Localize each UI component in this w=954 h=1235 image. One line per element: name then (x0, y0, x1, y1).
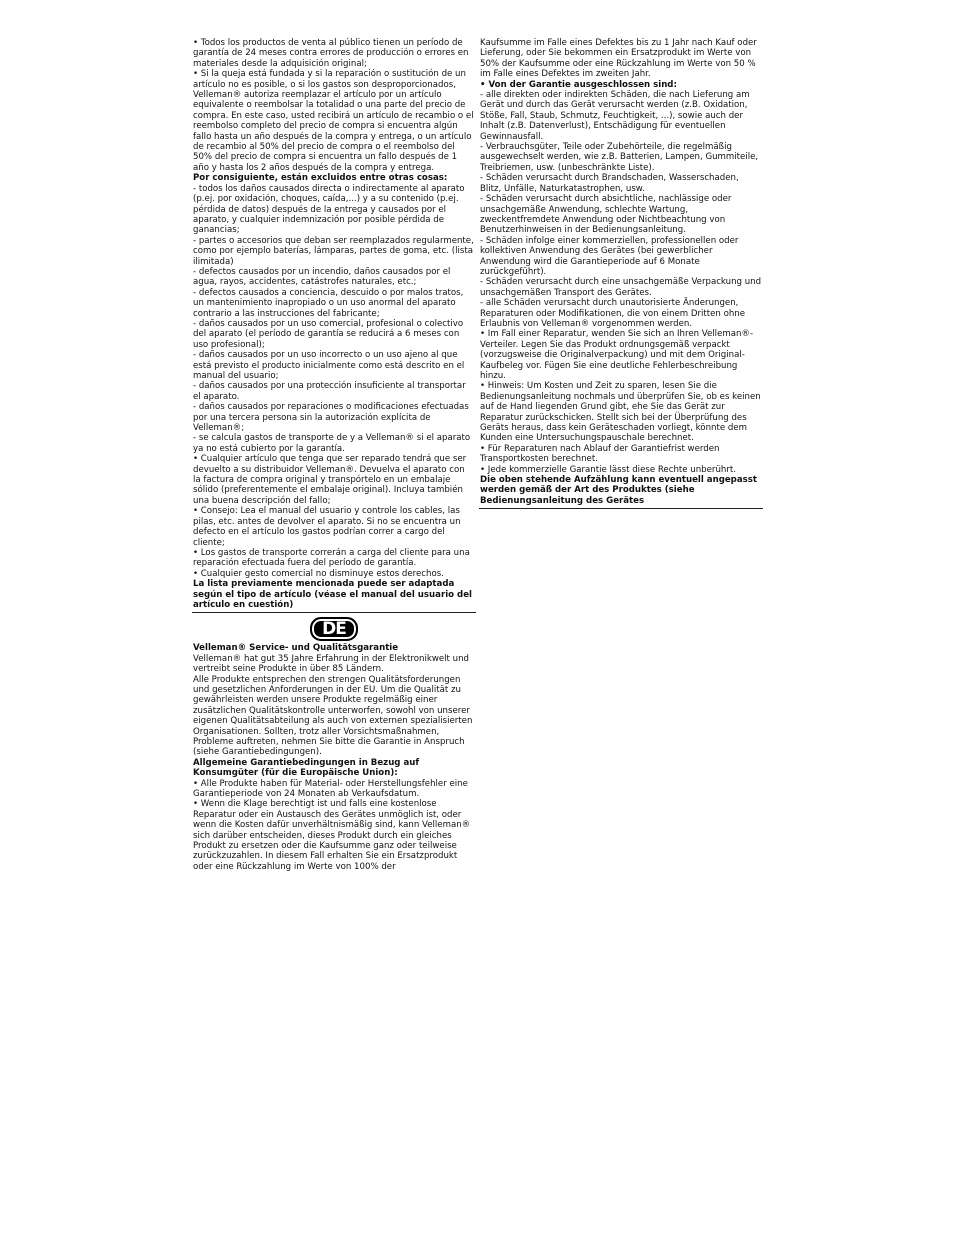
right-column (480, 38, 762, 513)
de-excluded-list: - alle direkten oder indirekten Schäden, die nach Lieferung am Gerät und durch das Gerät verursacht werden (z.B. Oxidation, Stöße, Fall, Staub, Schmutz, Feuchtigkeit, ...), sowie auch der Inhalt (z.B. Datenverlust), Entschädigung für eventuellen Gewinnausfall. - Verbrauchsgüter, Teile oder Zubehörteile, die regelmäßig ausgewechselt werden, wie z.B. Batterien, Lampen, Gummiteile, Treibriemen, usw. (unbeschränkte Liste). - Schäden verursacht durch Brandschaden, Wasserschaden, Blitz, Unfälle, Naturkatastrophen, usw. - Schäden verursacht durch absichtliche, nachlässige oder unsachgemäße Anwendung, schlechte Wartung, zweckentfremdete Anwendung oder Nichtbeachtung von Benutzerhinweisen in der Bedienungsanleitung. - Schäden infolge einer kommerziellen, professionellen oder kollektiven Anwendung des Gerätes (bei gewerblicher Anwendung wird die Garantieperiode auf 6 Monate zurückgeführt). - Schäden verursacht durch eine unsachgemäße Verpackung und unsachgemäßen Transport des Gerätes. - alle Schäden verursacht durch unautorisierte Änderungen, Reparaturen oder Modifikationen, die von einem Dritten ohne Erlaubnis von Velleman® vorgenommen werden. • Im Fall einer Reparatur, wenden Sie sich an Ihren Velleman®-Verteiler. Legen Sie das Produkt ordnungsgemäß verpackt (vorzugsweise die Originalverpackung) und mit dem Original-Kaufbeleg vor. Fügen Sie eine deutliche Fehlerbeschreibung hinzu. • Hinweis: Um Kosten und Zeit zu sparen, lesen Sie die Bedienungsanleitung nochmals und überprüfen Sie, ob es keinen auf de Hand liegenden Grund gibt, ehe Sie das Gerät zur Reparatur zurückschicken. Stellt sich bei der Überprüfung des Geräts heraus, dass kein Geräteschaden vorliegt, könnte dem Kunden eine Untersuchungspauschale berechnet. • Für Reparaturen nach Ablauf der Garantiefrist werden Transportkosten berechnet. • Jede kommerzielle Garantie lässt diese Rechte unberührt. (480, 90, 762, 475)
left-column (193, 38, 475, 872)
de-conditions-continued: Kaufsumme im Falle eines Defektes bis zu 1 Jahr nach Kauf oder Lieferung, oder Sie bekommen ein Ersatzprodukt im Werte von 50% der Kaufsumme oder eine Rückzahlung im Werte von 50 % im Falle eines Defektes im zweiten Jahr. (480, 38, 757, 80)
de-conditions-heading: Allgemeine Garantiebedingungen in Bezug auf Konsumgüter (für die Europäische Union): (193, 757, 420, 779)
de-title: Velleman® Service- und Qualitätsgarantie (193, 643, 399, 654)
es-excluded-heading: Por consiguiente, están excluidos entre otras cosas: (193, 173, 448, 184)
es-excluded-list: - todos los daños causados directa o indirectamente al aparato (p.ej. por oxidación, choques, caída,...) y a su contenido (p.ej. pérdida de datos) después de la entrega y causados por el aparato, y cualquier indemnización por posible pérdida de ganancias; - partes o accesorios que deban ser reemplazados regularmente, como por ejemplo baterías, lámparas, partes de goma, etc. (lista ilimitada) - defectos causados por un incendio, daños causados por el agua, rayos, accidentes, catástrofes naturales, etc.; - defectos causados a conciencia, descuido o por malos tratos, un mantenimiento inapropiado o un uso anormal del aparato contrario a las instrucciones del fabricante; - daños causados por un uso comercial, profesional o colectivo del aparato (el período de garantía se reducirá a 6 meses con uso profesional); - daños causados por un uso incorrecto o un uso ajeno al que está previsto el producto inicialmente como está descrito en el manual del usuario; - daños causados por una protección insuficiente al transportar el aparato. - daños causados por reparaciones o modificaciones efectuadas por una tercera persona sin la autorización explícita de Velleman®; - se calcula gastos de transporte de y a Velleman® si el aparato ya no está cubierto por la garantía. • Cualquier artículo que tenga que ser reparado tendrá que ser devuelto a su distribuidor Velleman®. Devuelva el aparato con la factura de compra original y transpórtelo en un embalaje sólido (preferentemente el embalaje original). Incluya también una buena descripción del fallo; • Consejo: Lea el manual del usuario y controle los cables, las pilas, etc. antes de devolver el aparato. Si no se encuentra un defecto en el artículo los gastos podrían correr a cargo del cliente; • Los gastos de transporte correrán a carga del cliente para una reparación efectuada fuera del período de garantía. • Cualquier gesto comercial no disminuye estos derechos. (193, 183, 474, 579)
section-end-divider (479, 508, 763, 509)
language-badge-de: DE (310, 617, 358, 641)
de-note: Die oben stehende Aufzählung kann eventuell angepasst werden gemäß der Art des Produktes (siehe Bedienungsanleitung des Gerätes (480, 475, 757, 506)
es-warranty-rules: • Todos los productos de venta al público tienen un período de garantía de 24 meses contra errores de producción o errores en materiales desde la adquisición original; • Si la queja está fundada y si la reparación o sustitución de un artículo no es posible, o si los gastos son desproporcionados, Velleman® autoriza reemplazar el artículo por un artículo equivalente o reembolsar la totalidad o una parte del precio de compra. En este caso, usted recibirá un artículo de recambio o el reembolso completo del precio de compra si encuentra algún fallo hasta un año después de la compra y entrega, o un artículo de recambio al 50% del precio de compra o el reembolso del 50% del precio de compra si encuentra un fallo después de 1 año y hasta los 2 años después de la compra y entrega. (193, 38, 474, 173)
de-excluded-heading: • Von der Garantie ausgeschlossen sind: (480, 79, 677, 90)
de-conditions: • Alle Produkte haben für Material- oder Herstellungsfehler eine Garantieperiode von 24 Monaten ab Verkaufsdatum. • Wenn die Klage berechtigt ist und falls eine kostenlose Reparatur oder ein Austausch des Gerätes unmöglich ist, oder wenn die Kosten dafür unverhältnismäßig sind, kann Velleman® sich darüber entscheiden, dieses Produkt durch ein gleiches Produkt zu ersetzen oder die Kaufsumme ganz oder teilweise zurückzuzahlen. In diesem Fall erhalten Sie ein Ersatzprodukt oder eine Rückzahlung im Werte von 100% der (193, 778, 471, 872)
section-divider (192, 612, 476, 613)
language-badge-wrap (193, 617, 475, 641)
de-intro: Velleman® hat gut 35 Jahre Erfahrung in der Elektronikwelt und vertreibt seine Produkte in über 85 Ländern. Alle Produkte entsprechen den strengen Qualitätsforderungen und gesetzlichen Anforderungen in der EU. Um die Qualität zu gewährleisten werden unsere Produkte regelmäßig einer zusätzlichen Qualitätskontrolle unterworfen, sowohl von unserer eigenen Qualitätsabteilung als auch von externen spezialisierten Organisationen. Sollten, trotz aller Vorsichtsmaßnahmen, Probleme auftreten, nehmen Sie bitte die Garantie in Anspruch (siehe Garantiebedingungen). (193, 653, 473, 758)
es-note: La lista previamente mencionada puede ser adaptada según el tipo de artículo (véase el manual del usuario del artículo en cuestión) (193, 579, 472, 610)
